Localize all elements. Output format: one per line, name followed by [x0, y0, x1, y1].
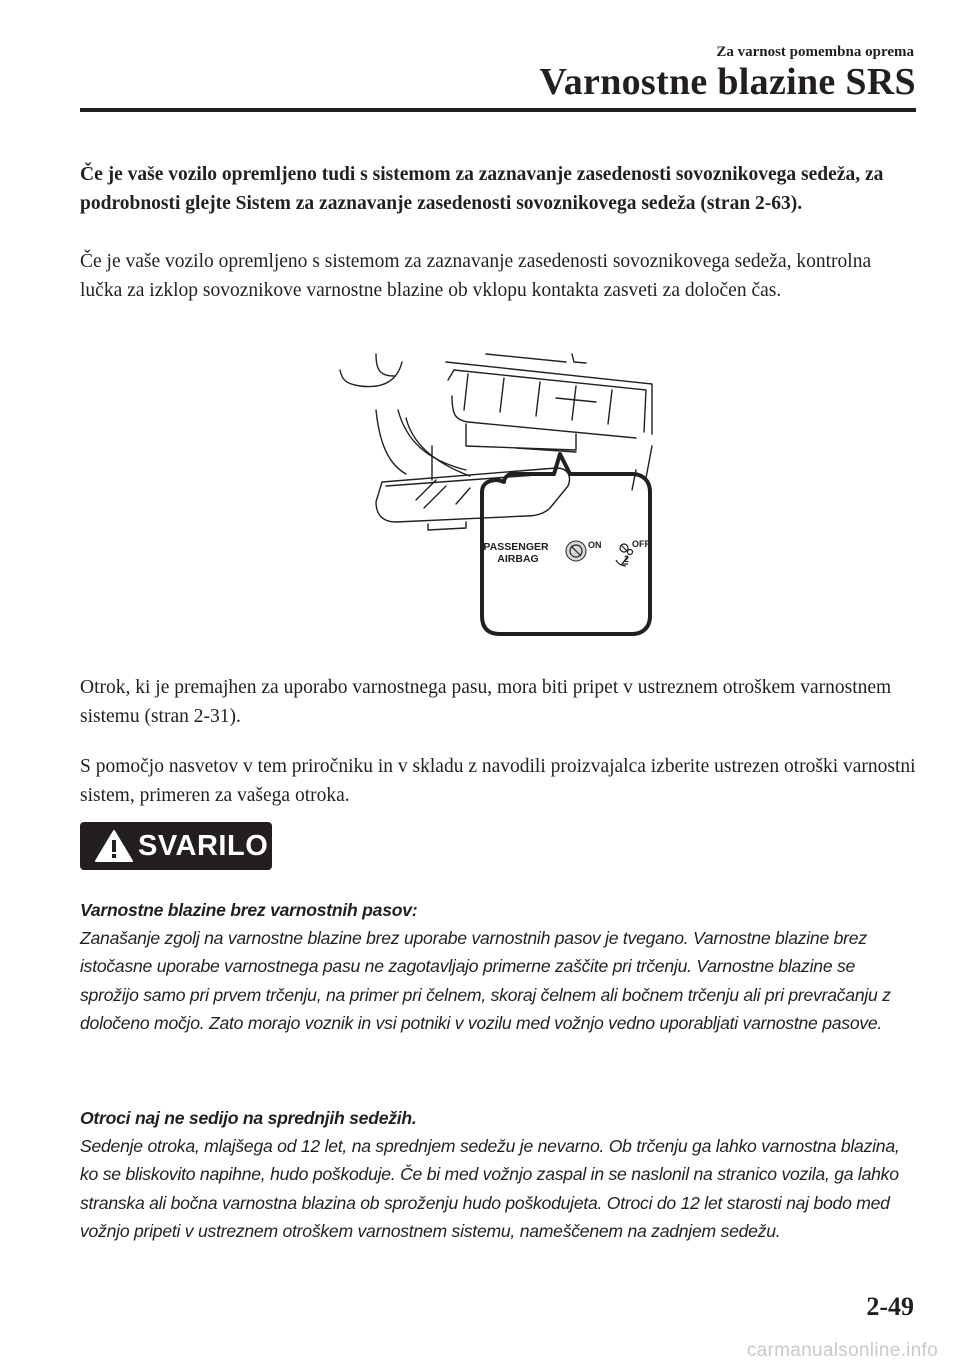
- airbag-on-indicator-icon: [566, 541, 586, 561]
- intro-body: Če je vaše vozilo opremljeno s sistemom za zaznavanje zasedenosti sovoznikovega sedeža, kontrolna lučka za izklop sovoznikove varnostne blazine ob vklopu kontakta zasveti za določen čas.: [80, 251, 872, 301]
- paragraph-choose-system: S pomočjo nasvetov v tem priročniku in v skladu z navodili proizvajalca izberite ustrezen otroški varnostni sistem, primeren za vašega otroka.: [80, 756, 916, 806]
- warning-item-1-text: Zanašanje zgolj na varnostne blazine brez uporabe varnostnih pasov je tvegano. Varnostne blazine brez istočasne uporabe varnostnega pasu ne zagotavljajo primerne zaščite pri trčenju. Varnostne blazine se sprožijo samo pri prvem trčenju, na primer pri čelnem, skoraj čelnem ali bočnem trčenju ali pri prevračanju z določeno močjo. Zato morajo voznik in vsi potniki v vozilu med vožnjo vedno uporabljati varnostne pasove.: [80, 928, 891, 1034]
- watermark: carmanualsonline.info: [746, 1340, 938, 1361]
- off-label: OFF: [632, 539, 650, 549]
- on-label: ON: [588, 540, 602, 550]
- warning-item-2-text: Sedenje otroka, mlajšega od 12 let, na sprednjem sedežu je nevarno. Ob trčenju ga lahko varnostna blazina, ko se bliskovito napihne, hudo poškoduje. Če bi med vožnjo zaspal in se naslonil na stranico vozila, ga lahko stranska ali bočna varnostna blazina ob sproženju hudo poškodujeta. Otroci do 12 let starosti naj bodo med vožnjo pripeti v ustreznem otroškem varnostnem sistemu, nameščenem na zadnjem sedežu.: [80, 1136, 900, 1242]
- page-title: Varnostne blazine SRS: [539, 61, 916, 103]
- warning-item-1-heading: Varnostne blazine brez varnostnih pasov:: [80, 900, 418, 920]
- airbag-label: AIRBAG: [497, 553, 539, 565]
- paragraph-child-restraint: Otrok, ki je premajhen za uporabo varnostnega pasu, mora biti pripet v ustreznem otroškem varnostnem sistemu (stran 2-31).: [80, 677, 892, 727]
- warning-label: SVARILO: [138, 829, 269, 862]
- seat-number: 2: [624, 554, 630, 564]
- header-rule: [80, 108, 916, 112]
- warning-item-2-heading: Otroci naj ne sedijo na sprednjih sedežih.: [80, 1108, 417, 1128]
- warning-banner: [80, 822, 272, 870]
- passenger-label: PASSENGER: [483, 541, 549, 553]
- warning-triangle-icon: [94, 828, 134, 864]
- section-label: Za varnost pomembna oprema: [716, 44, 914, 60]
- page-number: 2-49: [866, 1292, 914, 1321]
- intro-bold-heading: Če je vaše vozilo opremljeno tudi s sistemom za zaznavanje zasedenosti sovoznikovega sedeža, za podrobnosti glejte Sistem za zaznavanje zasedenosti sovoznikovega sedeža (stran 2-63).: [80, 164, 884, 214]
- airbag-indicator-illustration: [336, 350, 666, 640]
